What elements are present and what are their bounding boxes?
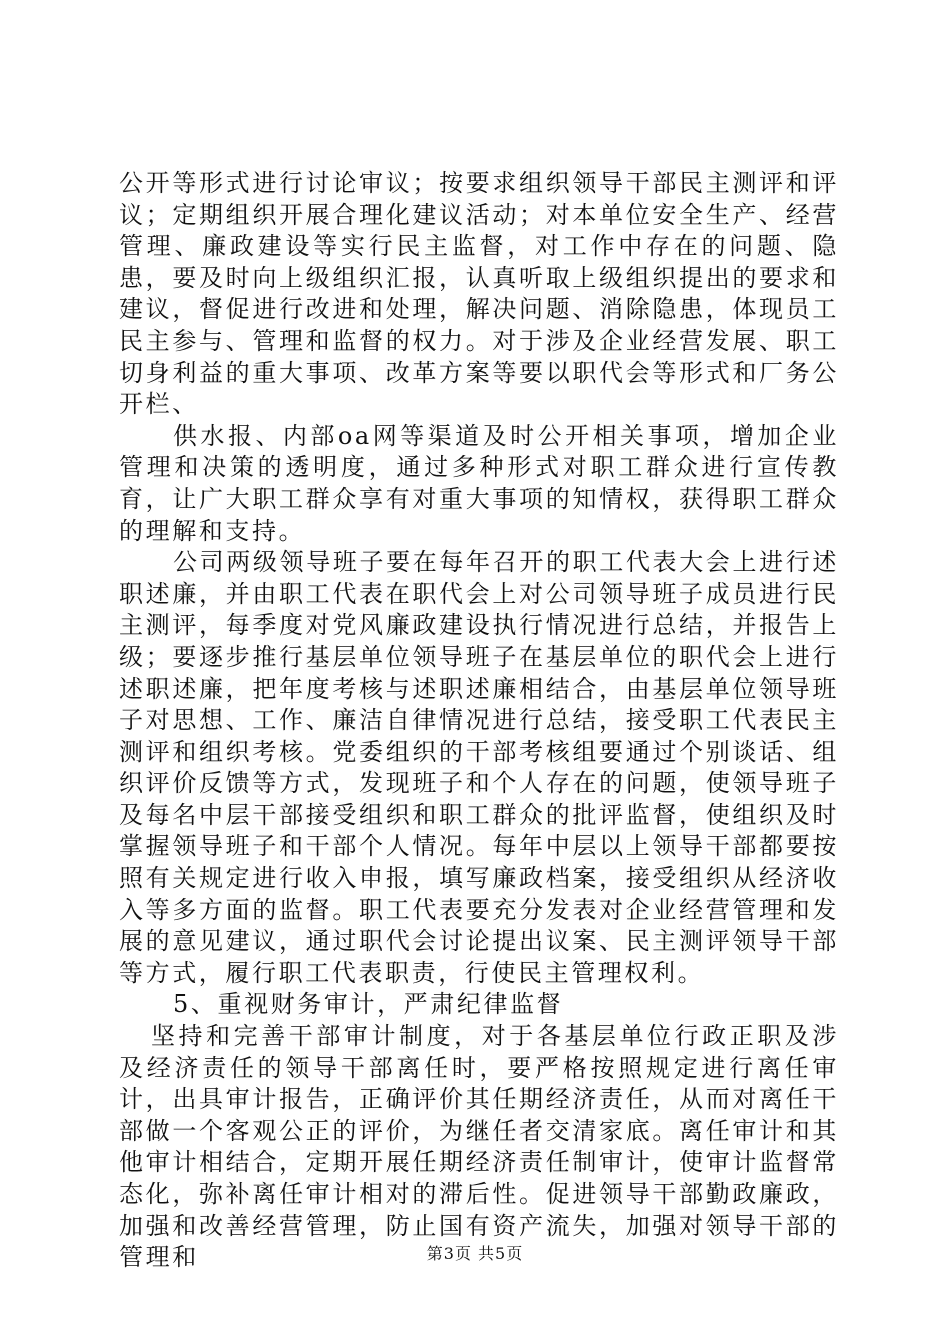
paragraph-leadership-review: 公司两级领导班子要在每年召开的职工代表大会上进行述职述廉，并由职工代表在职代会上对公司领导班子成员进行民主测评，每季度对党风廉政建设执行情况进行总结，并报告上级；要逐步推行基层单位领导班子在基层单位的职代会上进行述职述廉，把年度考核与述职述廉相结合，由基层单位领导班子对思想、工作、廉洁自律情况进行总结，接受职工代表民主测评和组织考核。党委组织的干部考核组要通过个别谈话、组织评价反馈等方式，发现班子和个人存在的问题，使领导班子及每名中层干部接受组织和职工群众的批评监督，使组织及时掌握领导班子和干部个人情况。每年中层以上领导干部都要按照有关规定进行收入申报，填写廉政档案，接受组织从经济收入等多方面的监督。职工代表要充分发表对企业经营管理和发展的意见建议，通过职代会讨论提出议案、民主测评领导干部等方式，履行职工代表职责，行使民主管理权利。: [119, 548, 839, 987]
paragraph-disclosure: 供水报、内部oa网等渠道及时公开相关事项，增加企业管理和决策的透明度，通过多种形式对职工群众进行宣传教育，让广大职工群众享有对重大事项的知情权，获得职工群众的理解和支持。: [119, 421, 839, 545]
paragraph-audit: 坚持和完善干部审计制度，对于各基层单位行政正职及涉及经济责任的领导干部离任时，要严格按照规定进行离任审计，出具审计报告，正确评价其任期经济责任，从而对离任干部做一个客观公正的评价，为继任者交清家底。离任审计和其他审计相结合，定期开展任期经济责任制审计，使审计监督常态化，弥补离任审计相对的滞后性。促进领导干部勤政廉政，加强和改善经营管理，防止国有资产流失，加强对领导干部的管理和: [119, 1022, 839, 1272]
paragraph-continued: 公开等形式进行讨论审议；按要求组织领导干部民主测评和评议；定期组织开展合理化建议活动；对本单位安全生产、经营管理、廉政建设等实行民主监督，对工作中存在的问题、隐患，要及时向上级组织汇报，认真听取上级组织提出的要求和建议，督促进行改进和处理，解决问题、消除隐患，体现员工民主参与、管理和监督的权力。对于涉及企业经营发展、职工切身利益的重大事项、改革方案等要以职代会等形式和厂务公开栏、: [119, 169, 839, 419]
section-heading-audit: 5、重视财务审计，严肃纪律监督: [173, 990, 564, 1019]
document-body: [119, 168, 839, 1274]
page-number-footer: 第3页 共5页: [426, 1244, 524, 1263]
